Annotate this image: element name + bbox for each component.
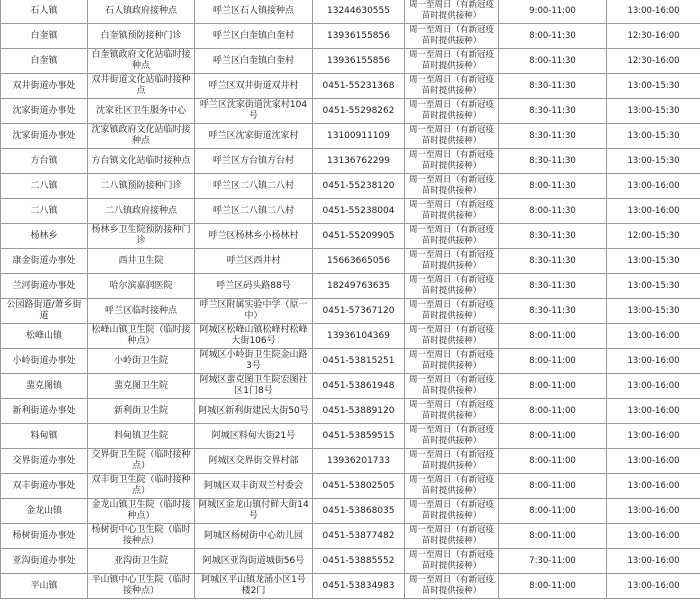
table-row (1, 324, 700, 349)
cell-schedule: 周一至周日（有新冠疫苗时提供接种） (405, 49, 499, 74)
table-row (1, 0, 700, 24)
table-row (1, 124, 700, 149)
cell-address: 阿城区蜚克图卫生院宏图社区1门8号 (195, 374, 313, 399)
cell-schedule: 周一至周日（有新冠疫苗时提供接种） (405, 424, 499, 449)
cell-schedule: 周一至周日（有新冠疫苗时提供接种） (405, 549, 499, 574)
cell-site-name: 杨林乡卫生院预防接种门诊 (88, 224, 195, 249)
cell-morning-hours: 8:30-11:30 (499, 124, 607, 149)
cell-afternoon-hours: 13:00-15:30 (607, 274, 700, 299)
cell-address: 呼兰区码头路88号 (195, 274, 313, 299)
cell-morning-hours: 8:00-11:00 (499, 424, 607, 449)
cell-site-name: 松峰山镇卫生院（临时接种点） (88, 324, 195, 349)
cell-morning-hours: 8:30-11:30 (499, 224, 607, 249)
cell-site-name: 小岭街卫生院 (88, 349, 195, 374)
cell-schedule: 周一至周日（有新冠疫苗时提供接种） (405, 199, 499, 224)
cell-morning-hours: 8:00-11:30 (499, 174, 607, 199)
cell-schedule: 周一至周日（有新冠疫苗时提供接种） (405, 374, 499, 399)
cell-address: 阿城区平山镇龙涌小区1号楼2门 (195, 574, 313, 599)
cell-township: 兰河街道办事处 (1, 274, 88, 299)
cell-address: 阿城区双丰街双兰村委会 (195, 474, 313, 499)
cell-site-name: 白奎镇政府文化站临时接种点 (88, 49, 195, 74)
cell-morning-hours: 8:30-11:30 (499, 249, 607, 274)
cell-afternoon-hours: 13:00-16:00 (607, 524, 700, 549)
cell-address: 呼兰区附属实验中学（原一中） (195, 299, 313, 324)
cell-address: 呼兰区西井村 (195, 249, 313, 274)
cell-schedule: 周一至周日（有新冠疫苗时提供接种） (405, 349, 499, 374)
table-row (1, 449, 700, 474)
table-row (1, 524, 700, 549)
cell-afternoon-hours: 12:30-16:00 (607, 24, 700, 49)
table-row (1, 99, 700, 124)
cell-phone: 0451-55209905 (313, 224, 405, 249)
cell-schedule: 周一至周日（有新冠疫苗时提供接种） (405, 574, 499, 599)
cell-morning-hours: 8:30-11:30 (499, 74, 607, 99)
cell-address: 阿城区料甸大街21号 (195, 424, 313, 449)
cell-site-name: 沈家社区卫生服务中心 (88, 99, 195, 124)
table-row (1, 349, 700, 374)
table-row (1, 74, 700, 99)
cell-schedule: 周一至周日（有新冠疫苗时提供接种） (405, 299, 499, 324)
cell-phone: 13136762299 (313, 149, 405, 174)
cell-morning-hours: 8:00-11:00 (499, 499, 607, 524)
cell-township: 双丰街道办事处 (1, 474, 88, 499)
table-row (1, 399, 700, 424)
cell-township: 蜚克图镇 (1, 374, 88, 399)
table-row (1, 224, 700, 249)
cell-afternoon-hours: 13:00-15:30 (607, 99, 700, 124)
cell-address: 阿城区新利街建民大街50号 (195, 399, 313, 424)
cell-address: 呼兰区石人镇接种点 (195, 0, 313, 24)
cell-township: 公园路街道/萧乡街道 (1, 299, 88, 324)
cell-phone: 0451-55231368 (313, 74, 405, 99)
cell-afternoon-hours: 12:00-15:30 (607, 224, 700, 249)
cell-morning-hours: 8:30-11:30 (499, 299, 607, 324)
cell-afternoon-hours: 13:00-16:00 (607, 449, 700, 474)
cell-township: 亚沟街道办事处 (1, 549, 88, 574)
table-row (1, 474, 700, 499)
cell-schedule: 周一至周日（有新冠疫苗时提供接种） (405, 474, 499, 499)
cell-afternoon-hours: 13:00-16:00 (607, 399, 700, 424)
cell-township: 松峰山镇 (1, 324, 88, 349)
cell-phone: 0451-53859515 (313, 424, 405, 449)
cell-township: 白奎镇 (1, 24, 88, 49)
cell-morning-hours: 8:00-11:00 (499, 374, 607, 399)
cell-phone: 0451-57367120 (313, 299, 405, 324)
cell-morning-hours: 8:30-11:30 (499, 274, 607, 299)
cell-schedule: 周一至周日（有新冠疫苗时提供接种） (405, 174, 499, 199)
cell-phone: 0451-55238004 (313, 199, 405, 224)
cell-address: 阿城区小岭街卫生院金山路3号 (195, 349, 313, 374)
table-row (1, 249, 700, 274)
cell-township: 小岭街道办事处 (1, 349, 88, 374)
cell-morning-hours: 8:00-11:30 (499, 24, 607, 49)
cell-site-name: 方台镇文化站临时接种点 (88, 149, 195, 174)
cell-afternoon-hours: 13:00-16:00 (607, 424, 700, 449)
cell-site-name: 亚沟街卫生院 (88, 549, 195, 574)
cell-site-name: 哈尔滨嘉润医院 (88, 274, 195, 299)
table-row (1, 24, 700, 49)
cell-township: 金龙山镇 (1, 499, 88, 524)
cell-site-name: 蜚克图卫生院 (88, 374, 195, 399)
cell-afternoon-hours: 13:00-16:00 (607, 549, 700, 574)
cell-phone: 0451-53802505 (313, 474, 405, 499)
cell-phone: 0451-55298262 (313, 99, 405, 124)
cell-address: 阿城区金龙山镇付鲜大街14号 (195, 499, 313, 524)
table-row (1, 199, 700, 224)
cell-morning-hours: 8:00-11:30 (499, 199, 607, 224)
cell-schedule: 周一至周日（有新冠疫苗时提供接种） (405, 249, 499, 274)
table-row (1, 424, 700, 449)
cell-morning-hours: 8:00-11:30 (499, 49, 607, 74)
cell-afternoon-hours: 13:00-15:30 (607, 74, 700, 99)
cell-township: 双井街道办事处 (1, 74, 88, 99)
cell-morning-hours: 8:00-11:00 (499, 574, 607, 599)
cell-address: 阿城区松峰山镇松峰村松峰大街106号 (195, 324, 313, 349)
cell-afternoon-hours: 13:00-15:30 (607, 149, 700, 174)
cell-address: 呼兰区双井街道双井村 (195, 74, 313, 99)
cell-afternoon-hours: 13:00-15:30 (607, 249, 700, 274)
cell-phone: 0451-53868035 (313, 499, 405, 524)
table-row (1, 49, 700, 74)
cell-site-name: 杨树街中心卫生院（临时接种点） (88, 524, 195, 549)
cell-afternoon-hours: 13:00-16:00 (607, 349, 700, 374)
cell-address: 阿城区杨树街中心幼儿园 (195, 524, 313, 549)
cell-afternoon-hours: 13:00-16:00 (607, 499, 700, 524)
table-body (1, 0, 700, 599)
cell-phone: 0451-53861948 (313, 374, 405, 399)
cell-site-name: 料甸镇卫生院 (88, 424, 195, 449)
cell-site-name: 石人镇政府接种点 (88, 0, 195, 24)
cell-phone: 0451-53877482 (313, 524, 405, 549)
cell-schedule: 周一至周日（有新冠疫苗时提供接种） (405, 274, 499, 299)
cell-township: 新利街道办事处 (1, 399, 88, 424)
cell-township: 杨树街道办事处 (1, 524, 88, 549)
cell-afternoon-hours: 13:00-16:00 (607, 374, 700, 399)
cell-morning-hours: 9:00-11:00 (499, 0, 607, 24)
cell-address: 呼兰区沈家街道沈家村 (195, 124, 313, 149)
cell-schedule: 周一至周日（有新冠疫苗时提供接种） (405, 224, 499, 249)
cell-phone: 0451-55238120 (313, 174, 405, 199)
cell-afternoon-hours: 13:00-16:00 (607, 474, 700, 499)
cell-address: 呼兰区杨林乡小杨林村 (195, 224, 313, 249)
cell-morning-hours: 8:00-11:00 (499, 399, 607, 424)
table-row (1, 299, 700, 324)
table-row (1, 549, 700, 574)
cell-schedule: 周一至周日（有新冠疫苗时提供接种） (405, 149, 499, 174)
cell-site-name: 呼兰区临时接种点 (88, 299, 195, 324)
cell-morning-hours: 8:00-11:00 (499, 349, 607, 374)
cell-phone: 13936104369 (313, 324, 405, 349)
cell-morning-hours: 7:30-11:00 (499, 549, 607, 574)
cell-address: 呼兰区沈家街道沈家村104号 (195, 99, 313, 124)
table-row (1, 374, 700, 399)
cell-township: 杨林乡 (1, 224, 88, 249)
cell-schedule: 周一至周日（有新冠疫苗时提供接种） (405, 0, 499, 24)
cell-site-name: 二八镇预防接种门诊 (88, 174, 195, 199)
table-row (1, 274, 700, 299)
cell-phone: 0451-53834983 (313, 574, 405, 599)
cell-address: 呼兰区白奎镇白奎村 (195, 49, 313, 74)
cell-site-name: 西井卫生院 (88, 249, 195, 274)
cell-schedule: 周一至周日（有新冠疫苗时提供接种） (405, 399, 499, 424)
cell-schedule: 周一至周日（有新冠疫苗时提供接种） (405, 499, 499, 524)
cell-afternoon-hours: 13:00-16:00 (607, 324, 700, 349)
cell-site-name: 平山镇中心卫生院（临时接种点） (88, 574, 195, 599)
cell-afternoon-hours: 13:00-16:00 (607, 174, 700, 199)
cell-morning-hours: 8:00-11:00 (499, 449, 607, 474)
cell-address: 阿城区亚沟街道城街56号 (195, 549, 313, 574)
cell-schedule: 周一至周日（有新冠疫苗时提供接种） (405, 449, 499, 474)
cell-phone: 13936155856 (313, 24, 405, 49)
cell-afternoon-hours: 13:00-16:00 (607, 574, 700, 599)
table-row (1, 149, 700, 174)
cell-schedule: 周一至周日（有新冠疫苗时提供接种） (405, 99, 499, 124)
cell-address: 呼兰区二八镇二八村 (195, 174, 313, 199)
cell-phone: 13936155856 (313, 49, 405, 74)
cell-phone: 0451-53885552 (313, 549, 405, 574)
cell-township: 二八镇 (1, 199, 88, 224)
cell-schedule: 周一至周日（有新冠疫苗时提供接种） (405, 124, 499, 149)
cell-township: 二八镇 (1, 174, 88, 199)
cell-site-name: 双井街道文化站临时接种点 (88, 74, 195, 99)
cell-phone: 13244630555 (313, 0, 405, 24)
cell-afternoon-hours: 13:00-16:00 (607, 199, 700, 224)
cell-morning-hours: 8:00-11:00 (499, 524, 607, 549)
cell-township: 方台镇 (1, 149, 88, 174)
cell-township: 白奎镇 (1, 49, 88, 74)
cell-site-name: 沈家镇政府文化站临时接种点 (88, 124, 195, 149)
cell-afternoon-hours: 13:00-15:30 (607, 124, 700, 149)
cell-phone: 0451-53815251 (313, 349, 405, 374)
cell-phone: 13100911109 (313, 124, 405, 149)
table-row (1, 574, 700, 599)
cell-schedule: 周一至周日（有新冠疫苗时提供接种） (405, 324, 499, 349)
cell-site-name: 白奎镇预防接种门诊 (88, 24, 195, 49)
cell-afternoon-hours: 12:30-16:00 (607, 49, 700, 74)
cell-township: 平山镇 (1, 574, 88, 599)
cell-township: 康金街道办事处 (1, 249, 88, 274)
cell-township: 交界街道办事处 (1, 449, 88, 474)
cell-township: 石人镇 (1, 0, 88, 24)
cell-township: 沈家街道办事处 (1, 99, 88, 124)
table-row (1, 174, 700, 199)
cell-site-name: 二八镇政府接种点 (88, 199, 195, 224)
cell-morning-hours: 8:30-11:30 (499, 99, 607, 124)
cell-site-name: 交界街卫生院（临时接种点） (88, 449, 195, 474)
cell-schedule: 周一至周日（有新冠疫苗时提供接种） (405, 24, 499, 49)
cell-phone: 15663665056 (313, 249, 405, 274)
cell-address: 阿城区交界街交界村部 (195, 449, 313, 474)
cell-township: 沈家街道办事处 (1, 124, 88, 149)
cell-morning-hours: 8:00-11:00 (499, 474, 607, 499)
cell-phone: 0451-53889120 (313, 399, 405, 424)
cell-phone: 18249763635 (313, 274, 405, 299)
cell-township: 料甸镇 (1, 424, 88, 449)
cell-morning-hours: 8:30-11:30 (499, 149, 607, 174)
cell-site-name: 新利街卫生院 (88, 399, 195, 424)
cell-site-name: 双丰街卫生院（临时接种点） (88, 474, 195, 499)
cell-afternoon-hours: 13:00-16:00 (607, 0, 700, 24)
cell-address: 呼兰区方台镇方台村 (195, 149, 313, 174)
cell-site-name: 金龙山镇卫生院（临时接种点） (88, 499, 195, 524)
cell-schedule: 周一至周日（有新冠疫苗时提供接种） (405, 524, 499, 549)
cell-address: 呼兰区二八镇二八村 (195, 199, 313, 224)
cell-afternoon-hours: 13:00-15:30 (607, 299, 700, 324)
cell-schedule: 周一至周日（有新冠疫苗时提供接种） (405, 74, 499, 99)
cell-address: 呼兰区白奎镇白奎村 (195, 24, 313, 49)
cell-phone: 13936201733 (313, 449, 405, 474)
table-row (1, 499, 700, 524)
cell-morning-hours: 8:00-11:00 (499, 324, 607, 349)
